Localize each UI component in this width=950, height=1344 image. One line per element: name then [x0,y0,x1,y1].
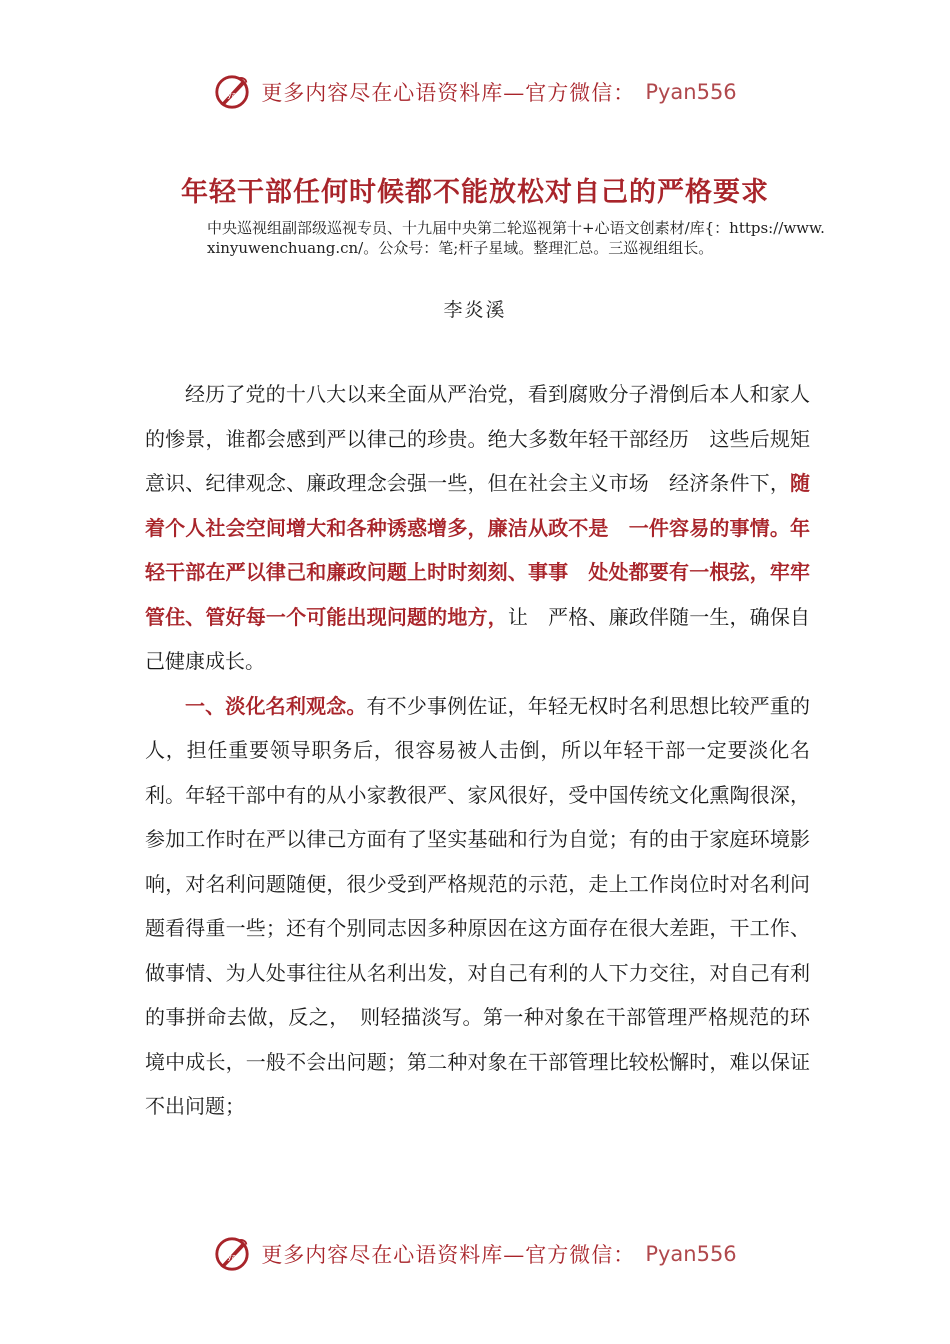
document-title: 年轻干部任何时候都不能放松对自己的严格要求 [181,177,769,208]
author-byline: 中央巡视组副部级巡视专员、十九届中央第二轮巡视第十+心语文创素材/库{：https://www.xinyuwenchuang.cn/。公众号：笔;杆子星域。整理汇总。三巡视组组长。 [207,219,825,257]
paragraph-intro-outro: 让 严格、廉政伴随一生，确保自己健康成长。 [145,604,810,673]
paragraph-intro [145,372,810,684]
document-body [145,372,810,1129]
header-banner [0,70,950,114]
author-name: 李炎溪 [443,299,507,321]
pen-logo-icon [213,73,251,111]
banner-wechat-handle: Pyan556 [645,80,737,104]
banner-slogan: 更多内容尽在心语资料库—官方微信： [261,1243,636,1267]
footer-banner [0,1232,950,1276]
paragraph-intro-highlight: 随着个人社会空间增大和各种诱惑增多，廉洁从政不是 一件容易的事情。年轻干部在严以律己和廉政问题上时时刻刻、事事 处处都要有一根弦，牢牢管住、管好每一个可能出现问题的地方， [145,471,810,629]
paragraph-intro-text: 经历了党的十八大以来全面从严治党，看到腐败分子滑倒后本人和家人的惨景，谁都会感到严以律己的珍贵。绝大多数年轻干部经历 这些后规矩意识、纪律观念、廉政理念会强一些，但在社会主义市场 经济条件下， [145,382,810,495]
paragraph-section-one [145,684,810,1129]
pen-logo-icon [213,1235,251,1273]
section-heading: 一、淡化名利观念。 [185,693,367,718]
banner-wechat-handle: Pyan556 [645,1242,737,1266]
logo-text: Pyan [223,90,242,100]
section-text: 有不少事例佐证，年轻无权时名利思想比较严重的人，担任重要领导职务后，很容易被人击倒，所以年轻干部一定要淡化名利。年轻干部中有的从小家教很严、家风很好，受中国传统文化熏陶很深，参加工作时在严以律己方面有了坚实基础和行为自觉；有的由于家庭环境影响，对名利问题随便，很少受到严格规范的示范，走上工作岗位时对名利问题看得重一些；还有个别同志因多种原因在这方面存在很大差距，干工作、做事情、为人处事往往从名利出发，对自己有利的人下力交往，对自己有利的事拼命去做，反之， 则轻描淡写。第一种对象在干部管理严格规范的环境中成长，一般不会出问题；第二种对象在干部管理比较松懈时，难以保证不出问题； [145,693,810,1118]
logo-text: Pyan [223,1252,242,1262]
banner-slogan: 更多内容尽在心语资料库—官方微信： [261,81,636,105]
